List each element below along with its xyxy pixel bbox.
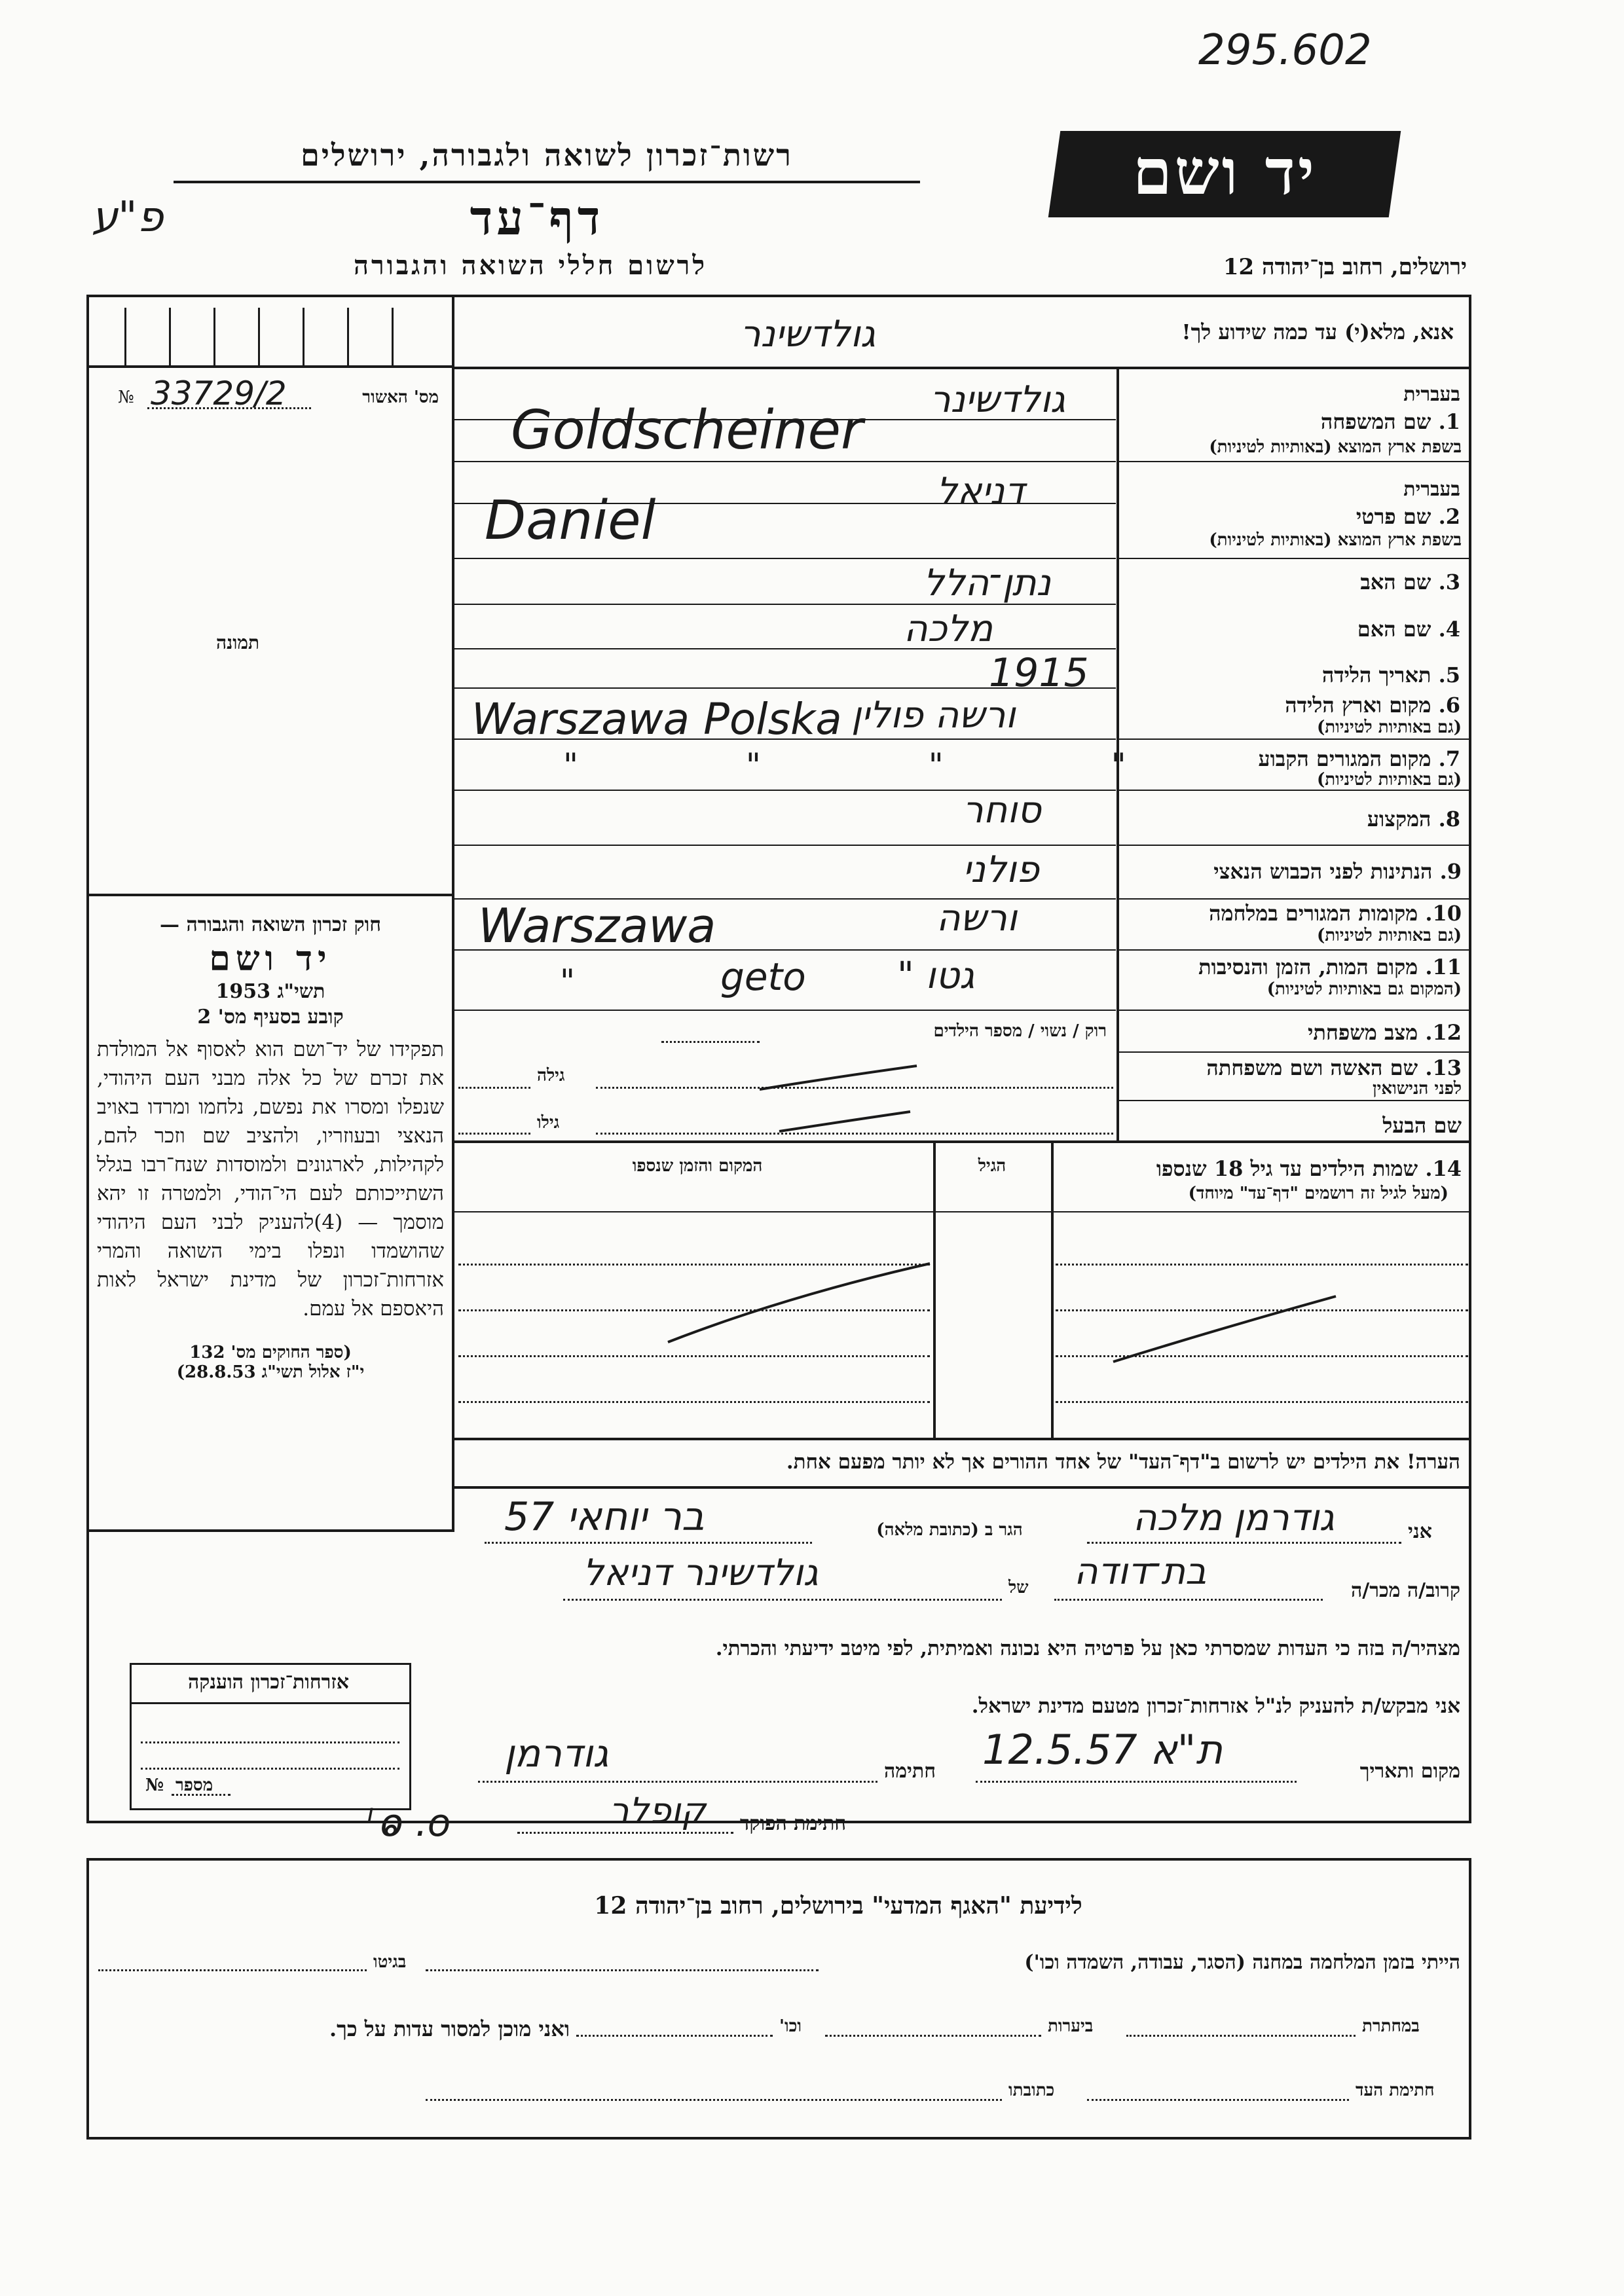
citizenship-number-label: מספר bbox=[175, 1776, 213, 1795]
officer-signature[interactable]: קופלר bbox=[609, 1790, 706, 1831]
witness-name[interactable]: גודרמן מלכה bbox=[1133, 1497, 1335, 1539]
field-6-sub: (גם באותיות לטיניות) bbox=[1316, 718, 1462, 737]
field-11-label: 11. מקום המות, הזמן והנסיבות bbox=[1198, 955, 1462, 979]
death-place-hebrew[interactable]: גטו " bbox=[897, 955, 975, 997]
birth-place-latin[interactable]: Warszawa Polska bbox=[471, 694, 842, 744]
declaration-request: אני מבקש/ת להעניק לנ"ל אזרחות־זכרון מטעם מדינת ישראל. bbox=[971, 1694, 1460, 1718]
bottom-address: כתובתו bbox=[1008, 2081, 1055, 2100]
field-4-label: 4. שם האם bbox=[1357, 617, 1460, 642]
field-13-sub: לפני הנישואין bbox=[1372, 1079, 1462, 1099]
field-10-sub: (גם באותיות לטיניות) bbox=[1316, 926, 1462, 945]
officer-initials: ᴸⱺ .o bbox=[367, 1800, 451, 1845]
children-strike bbox=[655, 1257, 943, 1355]
family-name-latin[interactable]: Goldscheiner bbox=[511, 399, 863, 462]
officer-label: חתימת הפוקד bbox=[740, 1812, 847, 1835]
children-place-header: המקום והזמן שנספו bbox=[632, 1156, 763, 1176]
form-title: דף־עד bbox=[470, 190, 604, 246]
field-9-label: 9. הנתינות לפני הכבוש הנאצי bbox=[1213, 859, 1462, 884]
bottom-title: לידיעת "האגף המדעי" בירושלים, רחוב בן־יהודה 12 bbox=[594, 1892, 1082, 1920]
approval-number-value: 33729/2 bbox=[151, 374, 287, 412]
place-date-value[interactable]: ת"א 12.5.57 bbox=[982, 1726, 1223, 1774]
relation-value[interactable]: בת־דודה bbox=[1074, 1550, 1207, 1593]
profession-value[interactable]: סוחר bbox=[963, 789, 1041, 831]
lives-at-label: הגר ב (כתובת מלאה) bbox=[876, 1520, 1023, 1540]
plea-value: גולדשינר bbox=[740, 313, 876, 355]
relation-label: קרוב/ה מכר/ה bbox=[1351, 1579, 1460, 1602]
field-13-label: 13. שם האשה ושם משפחתה bbox=[1206, 1055, 1462, 1080]
bottom-etc: וכו' bbox=[779, 2016, 802, 2036]
field-1-hebrew-tag: בעברית bbox=[1403, 383, 1460, 406]
field-12-label: 12. מצב משפחתי bbox=[1308, 1020, 1462, 1045]
husband-name-dash bbox=[773, 1105, 917, 1138]
yad-vashem-logo: יד ושם bbox=[1048, 131, 1401, 217]
bottom-witness-sig: חתימת העד bbox=[1356, 2081, 1435, 2100]
of-label: של bbox=[1008, 1578, 1029, 1597]
given-name-latin[interactable]: Daniel bbox=[485, 490, 656, 552]
bottom-forests: ביערות bbox=[1048, 2016, 1094, 2036]
bottom-ghetto: בגיטו bbox=[373, 1952, 407, 1972]
field-2-hebrew-tag: בעברית bbox=[1403, 478, 1460, 501]
wife-name-dash bbox=[753, 1058, 923, 1097]
field-7-sub: (גם באותיות לטיניות) bbox=[1316, 770, 1462, 790]
husband-age-label: גילו bbox=[537, 1113, 560, 1133]
law-block bbox=[97, 913, 444, 1382]
war-residence-hebrew[interactable]: ורשה bbox=[936, 897, 1018, 939]
witness-address[interactable]: בר יוחאי 57 bbox=[504, 1494, 705, 1540]
residence-value[interactable]: " " " " bbox=[563, 746, 1205, 784]
death-place-ditto: " bbox=[560, 962, 575, 1000]
approval-number: № 33729/2 מס' האשור bbox=[118, 374, 439, 412]
note-text: הערה! את הילדים יש לרשום ב"דף־העד" של אחד ההורים אך לא יותר מפעם אחת. bbox=[786, 1450, 1460, 1474]
witness-signature[interactable]: גודרמן bbox=[504, 1731, 609, 1776]
field-1-sub: בשפת ארץ המוצא (באותיות לטיניות) bbox=[1209, 437, 1462, 457]
field-2-label: 2. שם פרטי bbox=[1356, 504, 1460, 529]
law-clause: קובע בסעיף מס' 2 bbox=[197, 1006, 344, 1029]
family-name-hebrew[interactable]: גולדשינר bbox=[930, 378, 1065, 421]
law-body: תפקידו של יד־ושם הוא לאסוף אל המולדת את זכרם של כל אלה מבני העם היהודי, שנפלו ומסרו את נפשם, נלחמו ומרדו באויב הנאצי ובעוזריו, ולהציב שם וזכר להם, לקהילות, לארגונים ולמוסדות שנח־רבו בגלל השתייכותם לעם הי־הודי, ולמטרה זו יהא מוסמך — (4)להעניק לבני העם היהודי שהושמדו ונפלו בימי השואה והמרי אזרחות־זכרון של מדינת ישראל לאות היאספם אל עמם. bbox=[97, 1038, 444, 1321]
field-1-label: 1. שם המשפחה bbox=[1320, 409, 1460, 434]
bottom-ready: ואני מוכן למסור עדות על כך. bbox=[329, 2016, 570, 2041]
field-11-sub: (המקום גם באותיות לטיניות) bbox=[1266, 979, 1462, 999]
photo-label: תמונה bbox=[216, 632, 260, 653]
children-sub: (מעל לגיל זה רושמים "דף־עד" מיוחד) bbox=[1188, 1184, 1449, 1203]
margin-note: פ"ע bbox=[92, 193, 164, 242]
birth-place-hebrew[interactable]: ורשה פולין bbox=[851, 694, 1016, 737]
death-place-latin[interactable]: geto bbox=[720, 955, 806, 999]
bottom-camp-line: הייתי בזמן המלחמה במחנה (הסגר, עבודה, השמדה וכו') bbox=[1024, 1951, 1460, 1974]
declaration-statement: מצהיר/ה בזה כי העדות שמסרתי כאן על פרטיה היא נכונה ואמיתית, לפי מיטב ידיעתי והכרתי. bbox=[715, 1637, 1460, 1660]
declaration-i-label: אני bbox=[1408, 1520, 1432, 1543]
law-year: תשי"ג 1953 bbox=[215, 980, 325, 1003]
law-name: יד ושם bbox=[209, 939, 332, 979]
field-3-label: 3. שם האב bbox=[1360, 570, 1460, 594]
law-title: חוק זכרון השואה והגבורה — bbox=[160, 913, 381, 936]
father-name-value[interactable]: נתן־הלל bbox=[923, 562, 1051, 604]
children-strike-right bbox=[1100, 1283, 1349, 1381]
field-5-label: 5. תאריך הלידה bbox=[1321, 663, 1460, 687]
bottom-underground: במחתרת bbox=[1362, 2016, 1420, 2036]
address-header: ירושלים, רחוב בן־יהודה 12 bbox=[1223, 254, 1467, 280]
plea-text: אנא, מלא(י) עד כמה שידוע לך! bbox=[1181, 319, 1454, 344]
children-age-header: הגיל bbox=[978, 1156, 1006, 1176]
authority-name: רשות־זכרון לשואה ולגבורה, ירושלים bbox=[301, 137, 793, 173]
field-10-label: 10. מקומות המגורים במלחמה bbox=[1209, 901, 1462, 926]
header bbox=[0, 0, 1624, 295]
given-name-hebrew[interactable]: דניאל bbox=[936, 470, 1025, 513]
children-label: 14. שמות הילדים עד גיל 18 שנספו bbox=[1156, 1156, 1462, 1181]
war-residence-latin[interactable]: Warszawa bbox=[478, 898, 716, 953]
field-2-sub: בשפת ארץ המוצא (באותיות לטיניות) bbox=[1209, 530, 1462, 550]
husband-label: שם הבעל bbox=[1382, 1113, 1462, 1138]
place-date-label: מקום ותאריך bbox=[1359, 1760, 1460, 1783]
signature-label: חתימה bbox=[884, 1760, 936, 1783]
of-name-value[interactable]: גולדשינר דניאל bbox=[583, 1552, 819, 1594]
nationality-value[interactable]: פולני bbox=[963, 848, 1040, 891]
marital-status-options[interactable]: רוק / נשוי / מספר הילדים bbox=[933, 1021, 1107, 1041]
field-8-label: 8. המקצוע bbox=[1367, 807, 1460, 831]
law-source: (ספר החוקים מס' 132 bbox=[189, 1343, 352, 1362]
birth-date-value[interactable]: 1915 bbox=[989, 650, 1089, 696]
corner-number: 295.602 bbox=[1198, 26, 1372, 75]
citizenship-title: אזרחות־זכרון הוענקה bbox=[187, 1671, 350, 1694]
wife-age-label: גילה bbox=[537, 1066, 565, 1085]
field-7-label: 7. מקום המגורים הקבוע bbox=[1258, 746, 1460, 771]
law-source-date: י"ז אלול תשי"ג 28.8.53) bbox=[176, 1362, 365, 1382]
mother-name-value[interactable]: מלכה bbox=[904, 608, 993, 650]
form-subtitle: לרשום חללי השואה והגבורה bbox=[353, 250, 708, 281]
field-6-label: 6. מקום וארץ הלידה bbox=[1285, 693, 1460, 718]
